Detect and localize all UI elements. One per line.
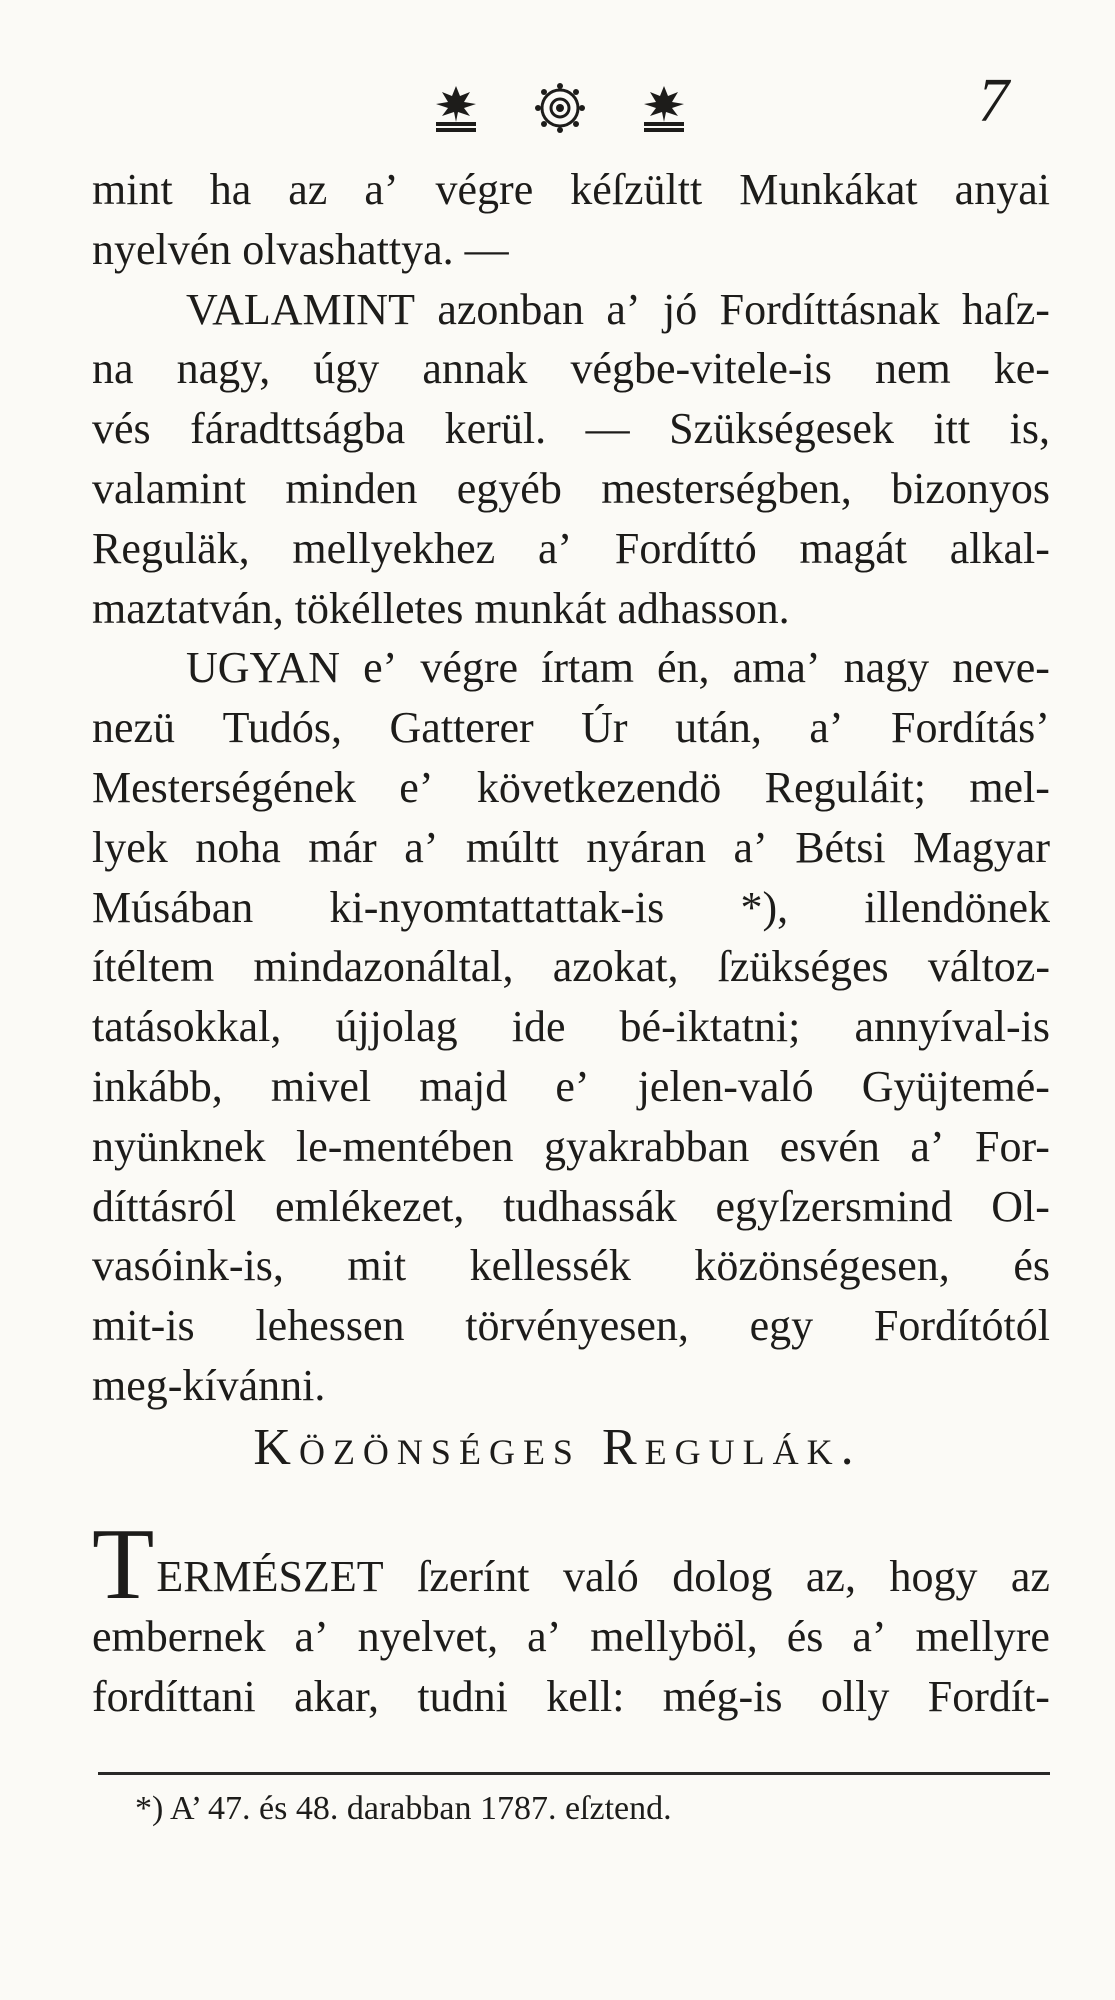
text-line: na nagy, úgy annak végbe-vitele-is nem ke- xyxy=(92,344,1050,394)
header-ornaments xyxy=(430,78,700,138)
regulak-paragraph xyxy=(92,1508,1050,1727)
text-line: mint ha az a’ végre kéſzültt Munkákat anyai xyxy=(92,165,1050,214)
body-text xyxy=(92,160,1050,1416)
text-line: nezü Tudós, Gatterer Úr után, a’ Fordítás’ xyxy=(92,703,1050,753)
text-line: Músában ki-nyomtattattak-is *), illendönek xyxy=(92,882,1050,932)
text-line: valamint minden egyéb mesterségben, bizonyos xyxy=(92,463,1050,513)
text-line xyxy=(92,1508,1050,1622)
text-line: nyelvén olvashattya. — xyxy=(92,224,509,274)
text-line: Mesterségének e’ következendö Reguláit; mel- xyxy=(92,762,1050,812)
page-header xyxy=(0,67,1115,138)
text-line: UGYAN e’ végre írtam én, ama’ nagy neve- xyxy=(186,643,1050,693)
text-line: VALAMINT azonban a’ jó Fordíttásnak haſz- xyxy=(186,284,1050,334)
drop-cap: T xyxy=(92,1508,155,1622)
page-number: 7 xyxy=(978,67,1009,135)
left-ornament-icon xyxy=(430,82,482,134)
text-line: ítéltem mindazonáltal, azokat, ſzükséges változ- xyxy=(92,942,1050,992)
text-line: inkább, mivel majd e’ jelen-való Gyüjtemé- xyxy=(92,1061,1050,1111)
text-line: díttásról emlékezet, tudhassák egyſzersmind Ol- xyxy=(92,1181,1050,1231)
right-ornament-icon xyxy=(638,82,690,134)
text-line: fordíttani akar, tudni kell: még-is olly Fordít- xyxy=(92,1671,1050,1721)
text-line: mit-is lehessen törvényesen, egy Fordítótól xyxy=(92,1301,1050,1351)
text-line: vés fáradttságba kerül. — Szükségesek itt is, xyxy=(92,404,1050,454)
text-line: embernek a’ nyelvet, a’ mellyböl, és a’ mellyre xyxy=(92,1612,1050,1661)
dropcap-line-text: ERMÉSZET ſzerínt való dolog az, hogy az xyxy=(156,1552,1050,1602)
text-line: meg-kívánni. xyxy=(92,1360,326,1410)
footnote: *) A’ 47. és 48. darabban 1787. eſztend. xyxy=(135,1790,672,1827)
footnote-rule xyxy=(98,1772,1050,1775)
center-ornament-icon xyxy=(534,82,586,134)
text-line: nyünknek le-mentében gyakrabban esvén a’ For- xyxy=(92,1121,1050,1171)
text-line: tatásokkal, újjolag ide bé-iktatni; annyíval-is xyxy=(92,1002,1050,1052)
section-heading: Közönséges Regulák. xyxy=(253,1419,862,1476)
text-line: vasóink-is, mit kellessék közönségesen, és xyxy=(92,1241,1050,1291)
text-line: maztatván, tökélletes munkát adhasson. xyxy=(92,583,790,633)
text-line: Reguläk, mellyekhez a’ Fordíttó magát alkal- xyxy=(92,523,1050,573)
text-line: lyek noha már a’ múltt nyáran a’ Bétsi Magyar xyxy=(92,822,1050,872)
